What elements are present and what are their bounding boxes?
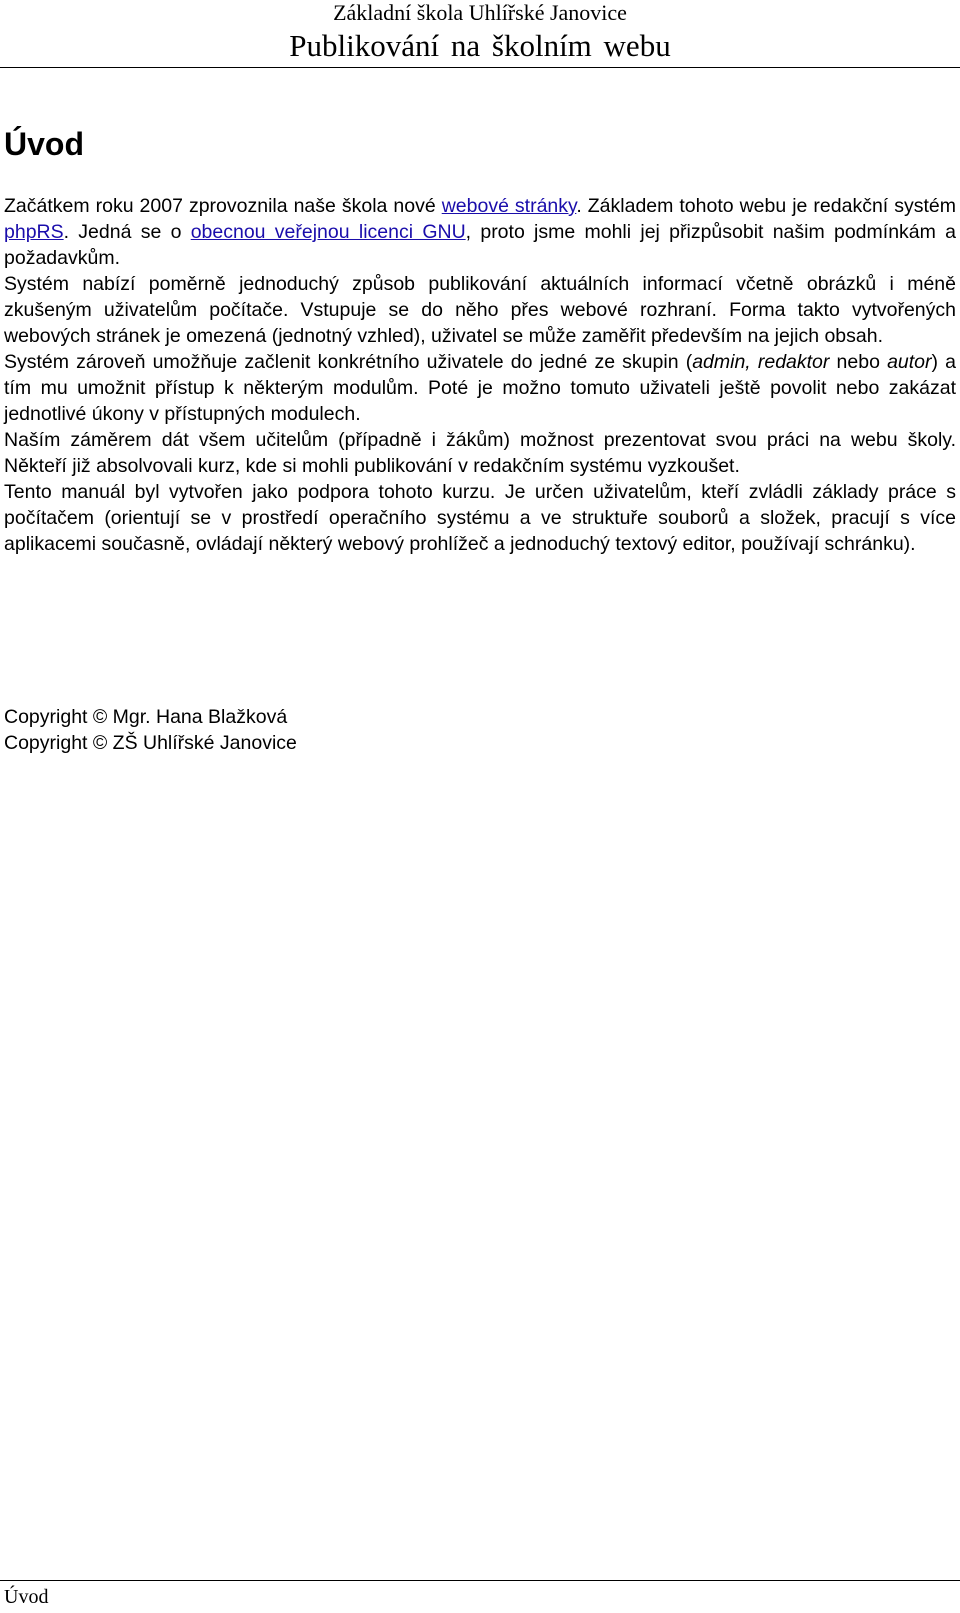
link-gnu-license[interactable]: obecnou veřejnou licenci GNU: [190, 221, 466, 243]
paragraph-groups: [4, 349, 956, 427]
copyright-block: [4, 704, 297, 756]
text: . Jedná se o: [63, 221, 191, 243]
page-header: [0, 0, 960, 68]
document-body: [4, 193, 956, 557]
footer-label: Úvod: [4, 1586, 49, 1608]
text: nebo: [829, 351, 888, 373]
paragraph-manual: Tento manuál byl vytvořen jako podpora tohoto kurzu. Je určen uživatelům, kteří zvládli základy práce s počítačem (orientují se v prostředí operačního systému a ve struktuře souborů a složek, pracují s více aplikacemi současně, ovládají některý webový prohlížeč a jednoduchý textový editor, používají schránku).: [4, 481, 956, 555]
page-footer: [0, 1580, 960, 1608]
section-heading: Úvod: [4, 126, 84, 162]
copyright-school: Copyright © ZŠ Uhlířské Janovice: [4, 732, 297, 754]
text: Systém zároveň umožňuje začlenit konkrétního uživatele do jedné ze skupin (: [4, 351, 693, 373]
paragraph-intro: [4, 193, 956, 271]
paragraph-goal: Naším záměrem dát všem učitelům (případně i žákům) možnost prezentovat svou práci na webu školy. Někteří již absolvovali kurz, kde si mohli publikování v redakčním systému vyzkoušet.: [4, 429, 956, 477]
text: Začátkem roku 2007 zprovoznila naše škola nové: [4, 195, 442, 217]
paragraph-system: Systém nabízí poměrně jednoduchý způsob publikování aktuálních informací včetně obrázků i méně zkušeným uživatelům počítače. Vstupuje se do něho přes webové rozhraní. Forma takto vytvořených webových stránek je omezená (jednotný vzhled), uživatel se může zaměřit především na jejich obsah.: [4, 273, 956, 347]
group-name-autor: autor: [887, 351, 932, 373]
group-names: admin, redaktor: [692, 351, 830, 373]
school-name: Základní škola Uhlířské Janovice: [333, 0, 627, 25]
text: ) a tím mu umožnit přístup k některým modulům. Poté je možno tomuto uživateli ještě povolit nebo zakázat jednotlivé úkony v přístupných modulech.: [4, 351, 957, 425]
text: . Základem tohoto webu je redakční systém: [576, 195, 956, 217]
link-phprs[interactable]: phpRS: [4, 221, 64, 243]
copyright-author: Copyright © Mgr. Hana Blažková: [4, 706, 288, 728]
document-title: Publikování na školním webu: [289, 28, 671, 63]
link-webove-stranky[interactable]: webové stránky: [441, 195, 577, 217]
text: , proto jsme mohli jej přizpůsobit našim podmínkám a požadavkům.: [4, 221, 956, 269]
